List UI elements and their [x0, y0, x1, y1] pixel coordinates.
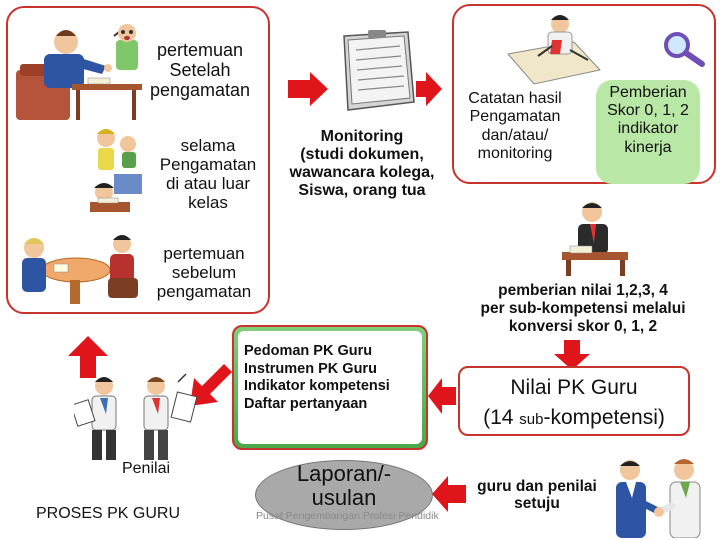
assessors-illustration [74, 372, 204, 464]
text-after-observation: pertemuan Setelah pengamatan [149, 40, 251, 101]
meeting-before-illustration [12, 226, 152, 310]
text-notes: Catatan hasil Pengamatan dan/atau/ monitoring [468, 90, 562, 163]
subtitle-small: sub [519, 411, 544, 428]
guideline-item: Instrumen PK Guru [244, 360, 377, 377]
classroom-observation-illustration [84, 124, 144, 220]
guideline-item: Pedoman PK Guru [244, 343, 373, 359]
text-agreement: guru dan penilai setuju [477, 478, 597, 513]
text-assessor: Penilai [121, 460, 171, 477]
text-score: Pemberian Skor 0, 1, 2 indikator kinerja [607, 84, 689, 156]
magnifier-icon [662, 30, 706, 68]
guideline-item: Daftar pertanyaan [244, 396, 368, 413]
text-report: Laporan/- usulan [296, 461, 392, 510]
guideline-list-box [232, 325, 428, 450]
arrow-right-2 [416, 72, 442, 106]
subtitle-part: (14 [483, 406, 520, 429]
text-monitoring: Monitoring (studi dokumen, wawancara kolega, Siswa, orang tua [289, 128, 435, 199]
writing-person-illustration [504, 10, 604, 88]
clipboard-document-illustration [334, 30, 416, 116]
arrow-right-1 [288, 72, 328, 106]
text-during-observation: selama Pengamatan di atau luar kelas [159, 136, 257, 213]
handshake-illustration [600, 454, 714, 538]
text-grading: pemberian nilai 1,2,3, 4 per sub-kompetensi melalui konversi skor 0, 1, 2 [480, 282, 686, 336]
footer-text: Pusat Pengembangan Profesi Pendidik [256, 510, 439, 522]
text-score-result-subtitle [458, 406, 690, 430]
text-score-result-title: Nilai PK Guru [510, 376, 638, 399]
arrow-left-bottom [432, 476, 466, 512]
text-before-observation: pertemuan sebelum pengamatan [156, 244, 252, 302]
guideline-item: Indikator kompetensi [244, 378, 390, 395]
businessman-desk-illustration [560, 200, 630, 278]
subtitle-part: -kompetensi) [543, 406, 665, 429]
text-process-title: PROSES PK GURU [35, 505, 181, 522]
arrow-left [428, 378, 456, 414]
